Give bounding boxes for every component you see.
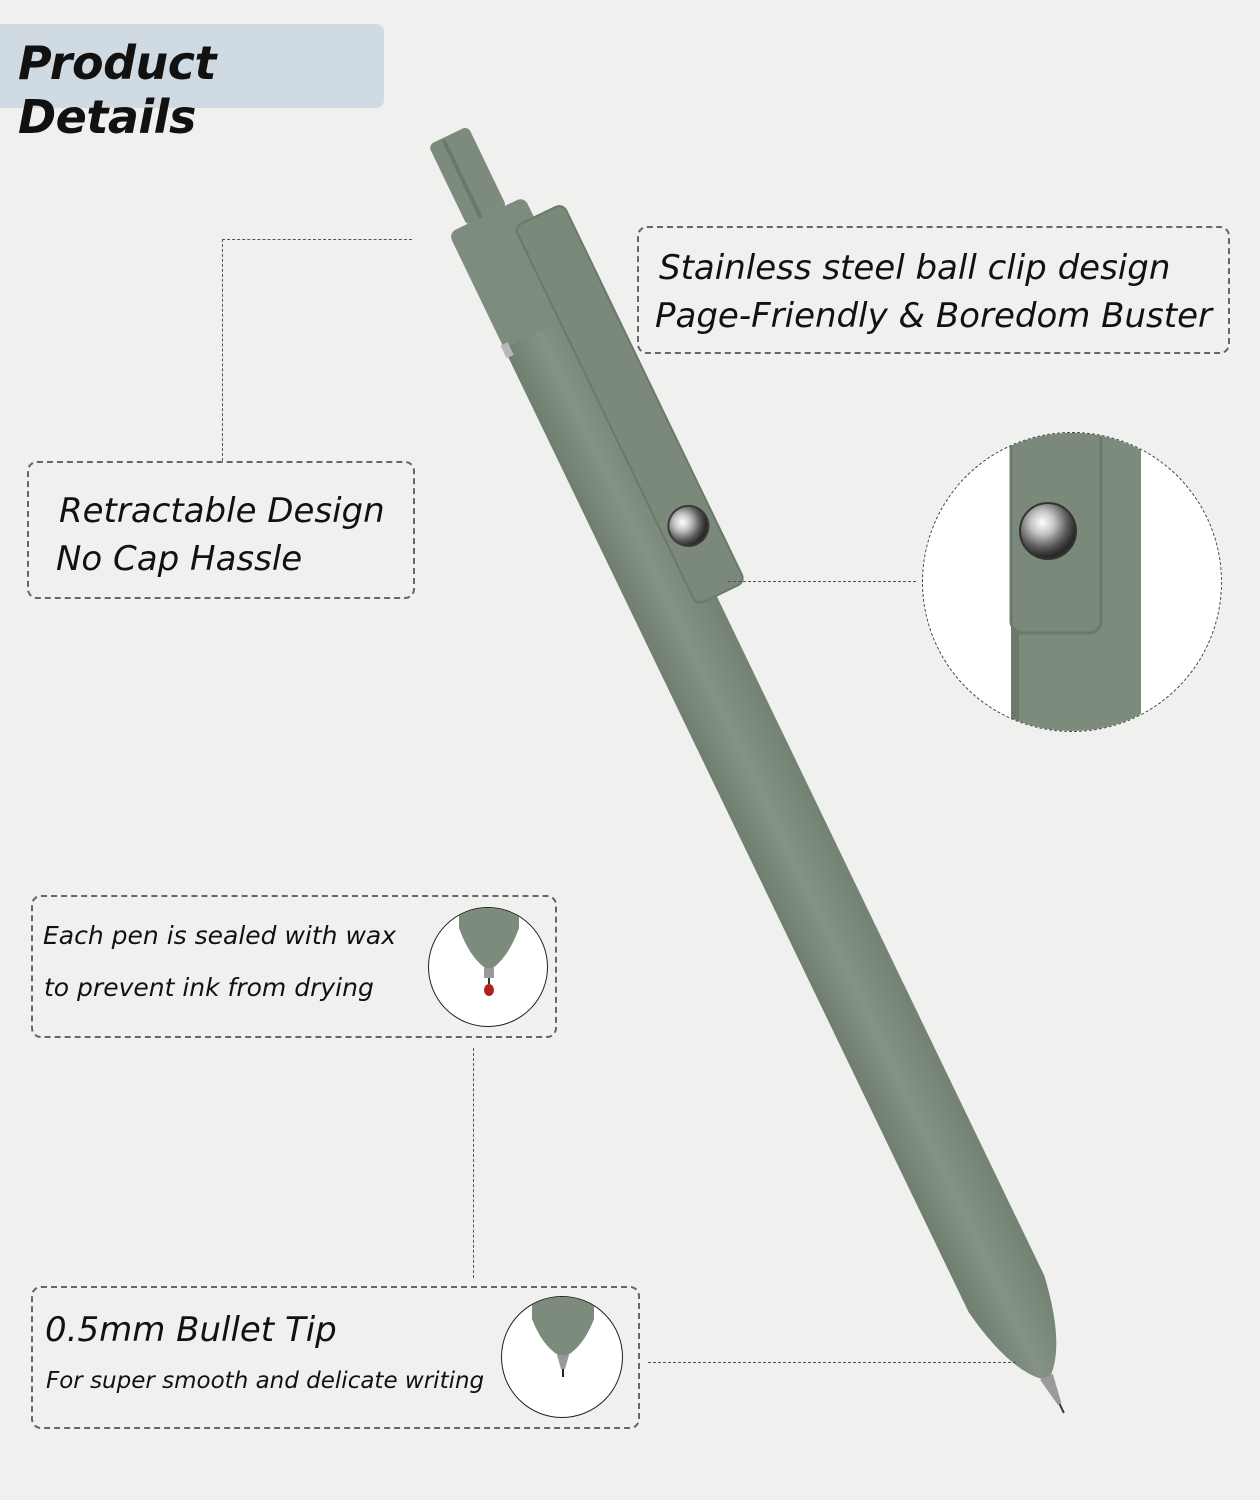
leader-wax-tip xyxy=(473,1048,474,1278)
callout-wax-line1: Each pen is sealed with wax xyxy=(43,921,397,950)
callout-clip-line2: Page-Friendly & Boredom Buster xyxy=(655,296,1212,336)
leader-tip xyxy=(648,1362,1016,1363)
tip-zoom-circle xyxy=(501,1296,623,1418)
clip-zoom-circle xyxy=(922,432,1222,732)
leader-retractable-v xyxy=(222,239,223,461)
leader-retractable-h xyxy=(222,239,412,240)
callout-retractable-line1: Retractable Design xyxy=(59,491,385,531)
callout-tip-line2: For super smooth and delicate writing xyxy=(46,1368,485,1394)
callout-tip xyxy=(31,1286,640,1429)
callout-retractable-line2: No Cap Hassle xyxy=(56,539,303,579)
callout-wax xyxy=(31,895,557,1038)
page-title: Product Details xyxy=(18,36,217,144)
callout-wax-line2: to prevent ink from drying xyxy=(44,973,374,1002)
zoom-ball xyxy=(1020,503,1076,559)
leader-clip xyxy=(728,581,916,582)
callout-retractable xyxy=(27,461,415,599)
callout-clip-line1: Stainless steel ball clip design xyxy=(659,248,1171,288)
wax-drop xyxy=(484,984,494,996)
callout-tip-line1: 0.5mm Bullet Tip xyxy=(45,1310,337,1350)
wax-zoom-circle xyxy=(428,907,548,1027)
callout-clip xyxy=(637,226,1230,354)
pen-tip xyxy=(1040,1374,1066,1407)
